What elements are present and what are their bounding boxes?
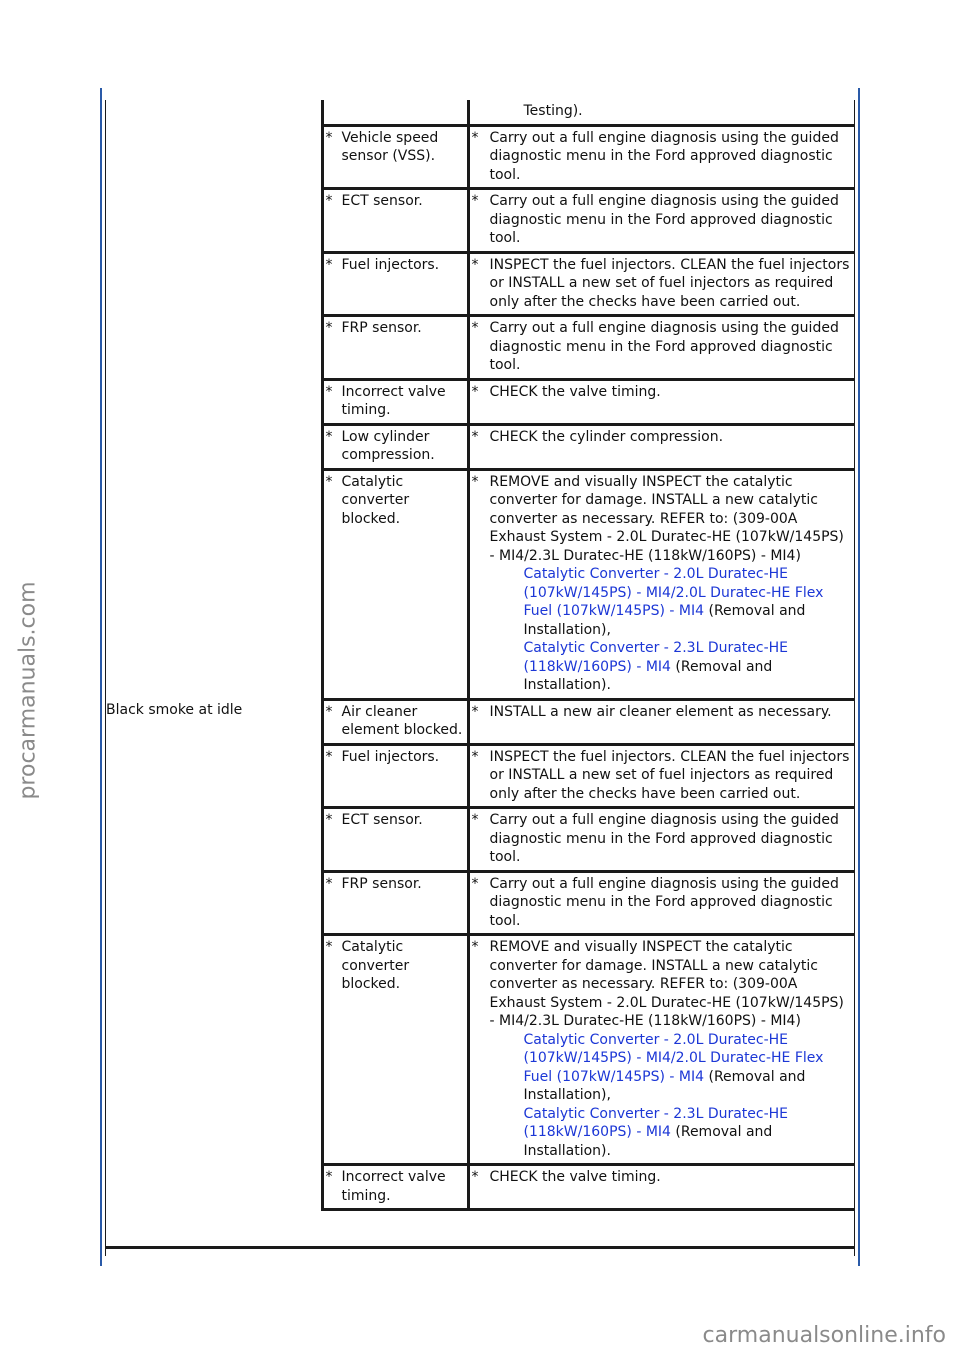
bullet-star: * bbox=[325, 383, 333, 400]
cause-item bbox=[324, 875, 467, 894]
bullet-star: * bbox=[325, 812, 333, 828]
cause-text: Catalytic converter blocked. bbox=[341, 939, 410, 992]
bullet-star: * bbox=[325, 939, 333, 955]
cause-cell bbox=[322, 699, 468, 744]
action-item bbox=[470, 811, 855, 867]
action-item bbox=[470, 748, 855, 804]
action-item bbox=[470, 383, 855, 402]
cause-cell bbox=[322, 469, 468, 699]
cause-cell bbox=[322, 871, 468, 935]
cause-item bbox=[324, 319, 467, 338]
cause-item bbox=[324, 129, 467, 166]
action-cell bbox=[468, 316, 854, 380]
reference-suffix: (Removal and Installation), bbox=[523, 1068, 806, 1103]
bullet-star: * bbox=[471, 939, 479, 955]
action-cell bbox=[468, 125, 854, 189]
cause-item bbox=[324, 383, 467, 420]
bullet-star: * bbox=[325, 129, 333, 146]
action-item bbox=[470, 473, 855, 566]
table-row bbox=[106, 125, 854, 189]
action-item bbox=[470, 1168, 855, 1187]
bullet-star: * bbox=[471, 428, 479, 445]
action-text: CHECK the valve timing. bbox=[489, 1169, 661, 1185]
table-row bbox=[106, 100, 854, 125]
table-row bbox=[106, 699, 854, 744]
cause-text: FRP sensor. bbox=[341, 320, 422, 336]
action-text: REMOVE and visually INSPECT the catalytic converter for damage. INSTALL a new catalytic converter as necessary. REFER to: (309-00A Exhaust System - 2.0L Duratec-HE (107kW/145PS) - MI4/2.3L Duratec-HE (118kW/160PS) - MI4) bbox=[489, 939, 844, 1029]
action-cell bbox=[468, 1165, 854, 1210]
action-cell bbox=[468, 469, 854, 699]
cause-cell bbox=[322, 189, 468, 253]
bullet-star: * bbox=[325, 1169, 333, 1185]
cause-cell bbox=[322, 125, 468, 189]
cause-item bbox=[324, 748, 467, 767]
cause-item bbox=[324, 1168, 467, 1205]
bullet-star: * bbox=[471, 875, 479, 892]
bullet-star: * bbox=[471, 320, 479, 336]
cause-item bbox=[324, 703, 467, 740]
bullet-star: * bbox=[325, 320, 333, 336]
cause-text: Air cleaner element blocked. bbox=[341, 703, 463, 738]
bullet-star: * bbox=[471, 1169, 479, 1185]
bullet-star: * bbox=[325, 703, 333, 720]
cause-text: Incorrect valve timing. bbox=[341, 383, 446, 418]
bullet-star: * bbox=[471, 703, 479, 720]
condition-cell bbox=[106, 125, 322, 699]
action-item bbox=[470, 428, 855, 447]
bullet-star: * bbox=[325, 473, 333, 490]
cause-item bbox=[324, 428, 467, 465]
action-item bbox=[470, 319, 855, 375]
action-cell bbox=[468, 744, 854, 808]
cause-text: Vehicle speed sensor (VSS). bbox=[341, 129, 439, 164]
action-cell bbox=[468, 379, 854, 424]
bullet-star: * bbox=[471, 812, 479, 828]
action-cell bbox=[468, 808, 854, 872]
action-item bbox=[470, 703, 855, 722]
action-cell bbox=[468, 699, 854, 744]
bullet-star: * bbox=[471, 256, 479, 273]
bullet-star: * bbox=[325, 256, 333, 273]
bullet-star: * bbox=[471, 748, 479, 765]
cause-cell bbox=[322, 379, 468, 424]
action-cell bbox=[468, 252, 854, 316]
bottom-watermark: carmanualsonline.info bbox=[702, 1323, 946, 1348]
action-cell bbox=[468, 871, 854, 935]
reference-entry bbox=[470, 565, 855, 639]
action-text: Carry out a full engine diagnosis using the guided diagnostic menu in the Ford approved diagnostic tool. bbox=[489, 193, 839, 246]
reference-suffix: (Removal and Installation). bbox=[523, 1124, 773, 1159]
side-watermark: procarmanuals.com bbox=[15, 580, 41, 800]
cause-text: ECT sensor. bbox=[341, 193, 423, 209]
action-cell bbox=[468, 100, 854, 125]
reference-link[interactable]: Catalytic Converter - 2.0L Duratec-HE (107kW/145PS) - MI4/2.0L Duratec-HE Flex Fuel (107kW/145PS) - MI4 bbox=[523, 566, 824, 619]
bullet-star: * bbox=[325, 193, 333, 209]
cause-cell bbox=[322, 100, 468, 125]
bullet-star: * bbox=[325, 748, 333, 765]
cause-cell bbox=[322, 316, 468, 380]
action-cell bbox=[468, 189, 854, 253]
action-item bbox=[470, 256, 855, 312]
cause-text: ECT sensor. bbox=[341, 812, 423, 828]
reference-entry bbox=[470, 1105, 855, 1161]
bullet-star: * bbox=[471, 193, 479, 209]
action-cell bbox=[468, 424, 854, 469]
cause-text: Catalytic converter blocked. bbox=[341, 473, 410, 527]
action-text: INSTALL a new air cleaner element as necessary. bbox=[489, 703, 832, 720]
cause-item bbox=[324, 473, 467, 529]
cause-item bbox=[324, 811, 467, 830]
table-bottom-rule bbox=[106, 1246, 854, 1249]
condition-cell: Black smoke at idle bbox=[106, 702, 243, 718]
bullet-star: * bbox=[325, 428, 333, 445]
action-item bbox=[470, 192, 855, 248]
cause-text: FRP sensor. bbox=[341, 875, 422, 892]
continued-action-text: Testing). bbox=[523, 103, 583, 119]
symptom-chart-table bbox=[106, 100, 854, 1211]
cause-text: Low cylinder compression. bbox=[341, 428, 435, 463]
action-cell bbox=[468, 935, 854, 1165]
cause-text: Incorrect valve timing. bbox=[341, 1169, 446, 1204]
cause-cell bbox=[322, 1165, 468, 1210]
bullet-star: * bbox=[471, 473, 479, 490]
reference-link[interactable]: Catalytic Converter - 2.3L Duratec-HE (118kW/160PS) - MI4 bbox=[523, 1105, 789, 1140]
action-text: CHECK the cylinder compression. bbox=[489, 428, 724, 445]
action-text: Carry out a full engine diagnosis using the guided diagnostic menu in the Ford approved diagnostic tool. bbox=[489, 812, 839, 865]
bullet-star: * bbox=[471, 383, 479, 400]
action-item bbox=[470, 875, 855, 931]
cause-item bbox=[324, 938, 467, 994]
cause-item bbox=[324, 192, 467, 211]
condition-cell bbox=[106, 100, 322, 125]
reference-suffix: (Removal and Installation), bbox=[523, 603, 806, 638]
reference-entry bbox=[470, 639, 855, 695]
action-text: Carry out a full engine diagnosis using the guided diagnostic menu in the Ford approved diagnostic tool. bbox=[489, 875, 839, 929]
action-text: Carry out a full engine diagnosis using the guided diagnostic menu in the Ford approved diagnostic tool. bbox=[489, 129, 839, 183]
reference-link[interactable]: Catalytic Converter - 2.0L Duratec-HE (107kW/145PS) - MI4/2.0L Duratec-HE Flex Fuel (107kW/145PS) - MI4 bbox=[523, 1031, 824, 1085]
reference-suffix: (Removal and Installation). bbox=[523, 658, 773, 693]
cause-cell bbox=[322, 808, 468, 872]
action-text: REMOVE and visually INSPECT the catalytic converter for damage. INSTALL a new catalytic converter as necessary. REFER to: (309-00A Exhaust System - 2.0L Duratec-HE (107kW/145PS) - MI4/2.3L Duratec-HE (118kW/160PS) - MI4) bbox=[489, 473, 844, 564]
cause-text: Fuel injectors. bbox=[341, 748, 440, 765]
cause-text: Fuel injectors. bbox=[341, 256, 440, 273]
cause-cell bbox=[322, 935, 468, 1165]
action-text: INSPECT the fuel injectors. CLEAN the fuel injectors or INSTALL a new set of fuel injectors as required only after the checks have been carried out. bbox=[489, 748, 850, 802]
cause-cell bbox=[322, 424, 468, 469]
cause-cell bbox=[322, 252, 468, 316]
action-text: INSPECT the fuel injectors. CLEAN the fuel injectors or INSTALL a new set of fuel injectors as required only after the checks have been carried out. bbox=[489, 256, 850, 310]
left-frame-border bbox=[100, 88, 102, 1266]
action-text: Carry out a full engine diagnosis using the guided diagnostic menu in the Ford approved diagnostic tool. bbox=[489, 320, 839, 373]
bullet-star: * bbox=[471, 129, 479, 146]
reference-link[interactable]: Catalytic Converter - 2.3L Duratec-HE (118kW/160PS) - MI4 bbox=[523, 640, 789, 675]
action-item bbox=[470, 129, 855, 185]
cause-cell bbox=[322, 744, 468, 808]
reference-entry bbox=[470, 1031, 855, 1105]
cause-item bbox=[324, 256, 467, 275]
bullet-star: * bbox=[325, 875, 333, 892]
right-frame-border bbox=[858, 88, 860, 1266]
table-right-border bbox=[854, 100, 855, 1256]
action-item bbox=[470, 938, 855, 1031]
action-text: CHECK the valve timing. bbox=[489, 383, 661, 400]
